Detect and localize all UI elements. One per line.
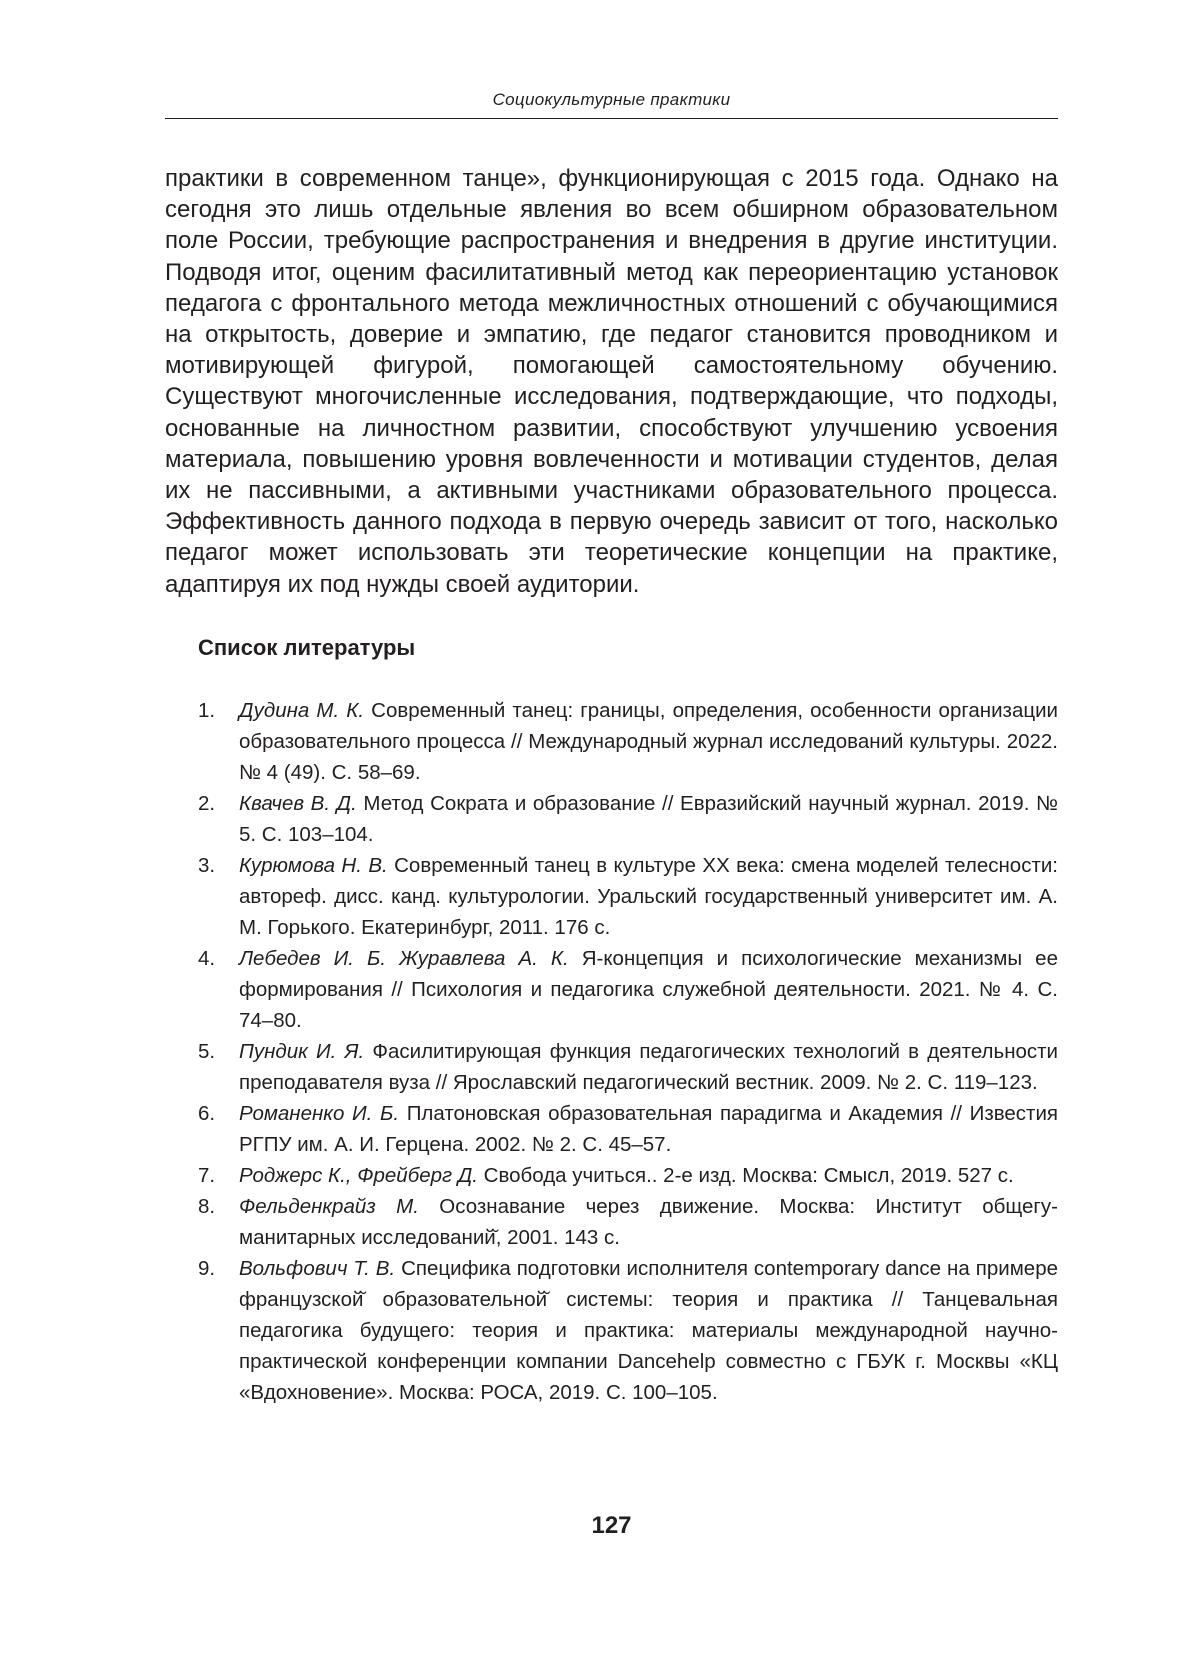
reference-body [239, 695, 1058, 788]
reference-author: Курюмова Н. В. [239, 854, 388, 877]
reference-text: Свобода учиться.. 2-е изд. Москва: Смысл, 2019. 527 с. [477, 1164, 1014, 1187]
reference-body [239, 1160, 1058, 1191]
reference-body [239, 943, 1058, 1036]
reference-body [239, 1098, 1058, 1160]
reference-body [239, 1036, 1058, 1098]
reference-author: Роджерс К., Фрейберг Д. [239, 1164, 478, 1187]
reference-number: 6. [198, 1102, 216, 1125]
page-number: 127 [591, 1512, 632, 1539]
reference-number: 5. [198, 1040, 216, 1063]
reference-author: Вольфович Т. В. [239, 1257, 396, 1280]
reference-text: Осознавание через движение. Москва: Институт общегуманитарных исследований̆, 2001. 143 с. [239, 1195, 1058, 1249]
reference-item [165, 943, 1058, 1036]
reference-number: 3. [198, 854, 216, 877]
running-header: Социокультурные практики [492, 90, 731, 109]
body-paragraph: практики в современном танце», функционирующая с 2015 года. Однако на сегодня это лишь отдельные явления во всем обширном образовательном поле России, требующие распространения и внедрения в другие институции. Подводя итог, оценим фасилитативный метод как переориентацию установок педагога с фронтального метода межличностных отношений с обучающимися на открытость, доверие и эмпатию, где педагог становится проводником и мотивирующей фигурой, помогающей самостоятельному обучению. Существуют многочисленные исследования, подтверждающие, что подходы, основанные на личностном развитии, способствуют улучшению усвоения материала, повышению уровня вовлеченности и мотивации студентов, делая их не пассивными, а активными участниками образовательного процесса. Эффективность данного подхода в первую очередь зависит от того, насколько педагог может использовать эти теоретические концепции на практике, адаптируя их под нужды своей аудитории. [165, 165, 1058, 598]
reference-author: Дудина М. К. [239, 699, 365, 722]
reference-number: 9. [198, 1257, 216, 1280]
reference-item [165, 850, 1058, 943]
reference-text: Фасилитирующая функция педагогических технологий в деятельности преподавателя вуза // Ярославский педагогический вестник. 2009. № 2. С. 119–123. [239, 1040, 1059, 1094]
reference-number: 2. [198, 792, 216, 815]
reference-number: 1. [198, 699, 216, 722]
reference-text: Современный танец: границы, определения, особенности организации образовательного процесса // Международный журнал исследований культуры. 2022. № 4 (49). С. 58–69. [239, 699, 1058, 784]
reference-item [165, 1191, 1058, 1253]
reference-item [165, 788, 1058, 850]
reference-item [165, 1036, 1058, 1098]
reference-author: Пундик И. Я. [239, 1040, 365, 1063]
reference-text: Специфика подготовки исполнителя contemporary dance на примере французской̆ образовательной̆ системы: теория и практика // Танцевальная педагогика будущего: теория и практика: материалы международной научно-практической конференции компании Dancehelp совместно с ГБУК г. Москвы «КЦ «Вдохновение». Москва: РОСА, 2019. С. 100–105. [239, 1257, 1058, 1404]
references-list [165, 695, 1058, 1408]
reference-number: 7. [198, 1164, 216, 1187]
reference-item [165, 1160, 1058, 1191]
reference-body [239, 1191, 1058, 1253]
header-rule [165, 118, 1058, 119]
reference-number: 8. [198, 1195, 216, 1218]
reference-body [239, 788, 1058, 850]
reference-author: Фельденкрайз М. [239, 1195, 419, 1218]
reference-text: Метод Сократа и образование // Евразийский научный журнал. 2019. № 5. С. 103–104. [239, 792, 1058, 846]
reference-text: Современный танец в культуре ХХ века: смена моделей телесности: автореф. дисс. канд. культурологии. Уральский государственный университет им. А. М. Горького. Екатеринбург, 2011. 176 с. [239, 854, 1058, 939]
reference-item [165, 695, 1058, 788]
reference-author: Лебедев И. Б. Журавлева А. К. [239, 947, 569, 970]
reference-body [239, 1253, 1058, 1408]
reference-author: Квачев В. Д. [239, 792, 357, 815]
reference-item [165, 1098, 1058, 1160]
reference-body [239, 850, 1058, 943]
reference-author: Романенко И. Б. [239, 1102, 400, 1125]
references-heading: Список литературы [198, 635, 416, 660]
reference-text: Платоновская образовательная парадигма и Академия // Известия РГПУ им. А. И. Герцена. 2002. № 2. С. 45–57. [239, 1102, 1058, 1156]
reference-number: 4. [198, 947, 216, 970]
reference-text: Я-концепция и психологические механизмы ее формирования // Психология и педагогика служебной деятельности. 2021. № 4. С. 74–80. [239, 947, 1058, 1032]
reference-item [165, 1253, 1058, 1408]
